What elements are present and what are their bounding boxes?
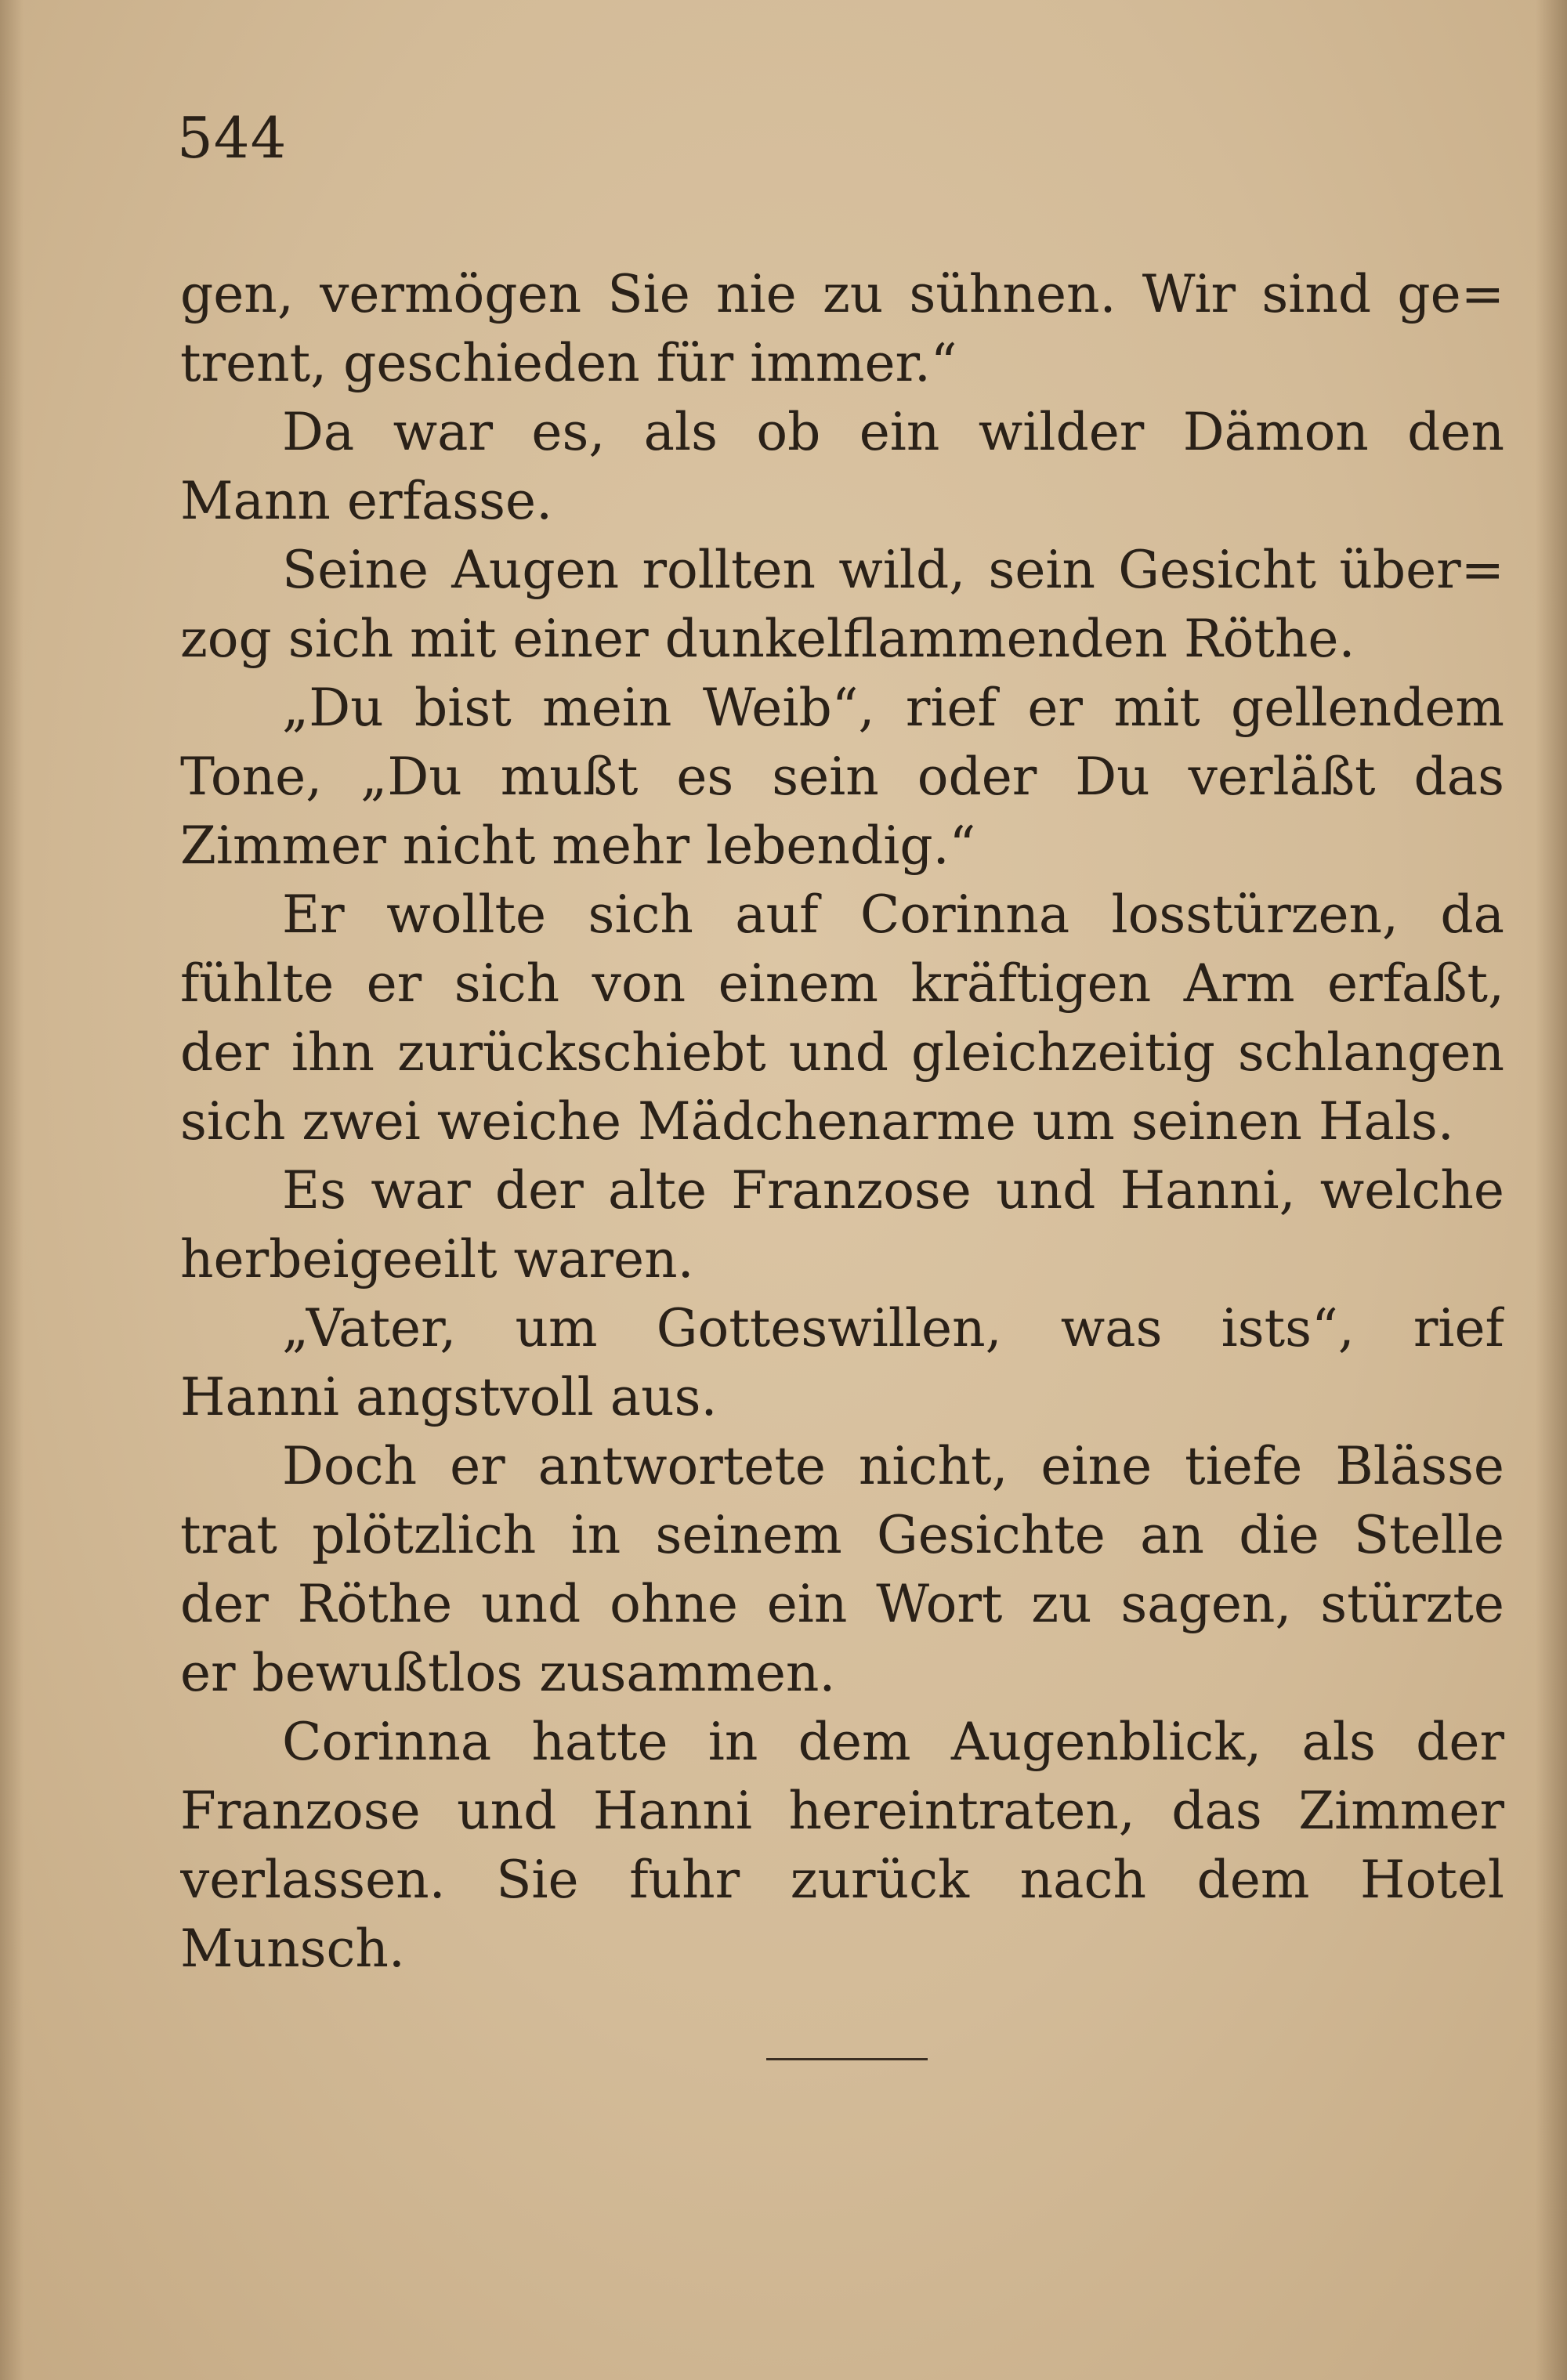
- text-line: der ihn zurückschiebt und gleichzeitig schlangen: [180, 1022, 1504, 1083]
- text-line: sich zwei weiche Mädchenarme um seinen Hals.: [180, 1091, 1454, 1152]
- text-line: trent, geschieden für immer.“: [180, 333, 957, 393]
- text-line: fühlte er sich von einem kräftigen Arm erfaßt,: [180, 953, 1504, 1014]
- text-line: zog sich mit einer dunkelflammenden Röthe.: [180, 609, 1355, 669]
- text-line: der Röthe und ohne ein Wort zu sagen, stürzte: [180, 1574, 1504, 1634]
- text-line: Es war der alte Franzose und Hanni, welche: [282, 1160, 1504, 1221]
- text-line: herbeigeeilt waren.: [180, 1229, 694, 1289]
- page-number: 544: [177, 105, 288, 171]
- text-line: Corinna hatte in dem Augenblick, als der: [282, 1712, 1504, 1772]
- text-line: trat plötzlich in seinem Gesichte an die Stelle: [180, 1505, 1504, 1565]
- text-line: Hanni angstvoll aus.: [180, 1367, 718, 1427]
- text-line: Munsch.: [180, 1919, 405, 1979]
- page-shadow-right: [1536, 0, 1567, 2380]
- page-shadow-left: [0, 0, 24, 2380]
- text-line: gen, vermögen Sie nie zu sühnen. Wir sind ge=: [180, 264, 1504, 324]
- text-line: Tone, „Du mußt es sein oder Du verläßt das: [180, 747, 1504, 807]
- text-line: Da war es, als ob ein wilder Dämon den: [282, 402, 1504, 462]
- text-line: Seine Augen rollten wild, sein Gesicht über=: [282, 540, 1504, 600]
- text-line: Er wollte sich auf Corinna losstürzen, da: [282, 884, 1504, 945]
- text-line: er bewußtlos zusammen.: [180, 1643, 836, 1703]
- text-line: Franzose und Hanni hereintraten, das Zimmer: [180, 1781, 1504, 1841]
- text-line: „Vater, um Gotteswillen, was ists“, rief: [282, 1298, 1504, 1358]
- text-line: verlassen. Sie fuhr zurück nach dem Hotel: [180, 1850, 1504, 1910]
- text-line: „Du bist mein Weib“, rief er mit gellendem: [282, 678, 1504, 738]
- section-end-rule: [766, 2058, 928, 2060]
- body-text: [180, 260, 1504, 1984]
- text-line: Zimmer nicht mehr lebendig.“: [180, 816, 976, 876]
- text-line: Doch er antwortete nicht, eine tiefe Blässe: [282, 1436, 1504, 1496]
- text-line: Mann erfasse.: [180, 471, 553, 531]
